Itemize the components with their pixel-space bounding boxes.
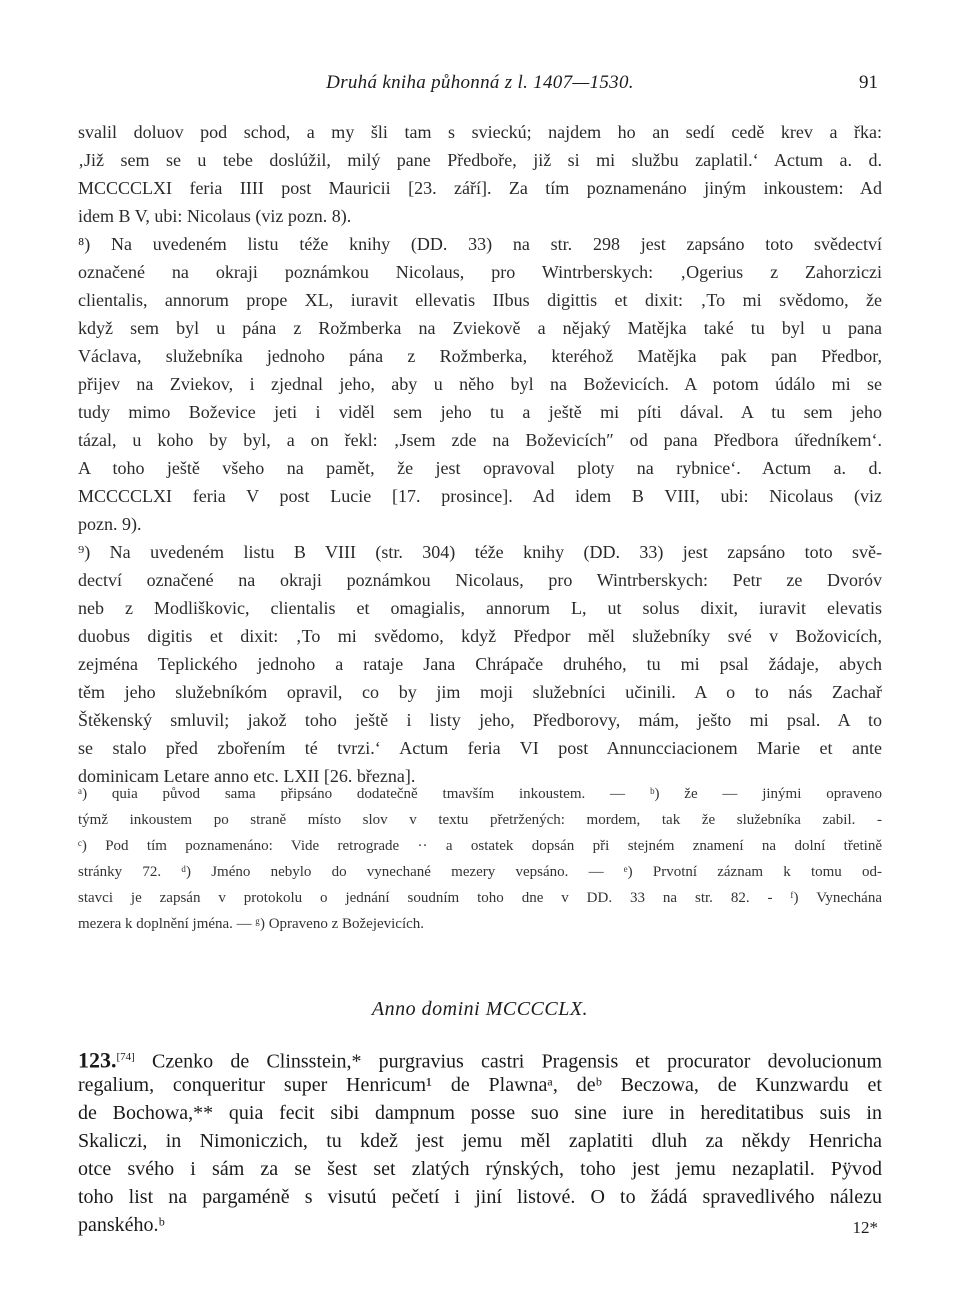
body-line: idem B V, ubi: Nicolaus (viz pozn. 8). <box>78 206 352 226</box>
body-line: zejména Teplického jednoho a rataje Jana Chrápače druhého, tu mi psal žádaje, abych <box>78 654 882 674</box>
body-line: Václava, služebníka jednoho pána z Rožmberka, kteréhož Matějka pak pan Předbor, <box>78 346 882 366</box>
entry-first-line <box>78 1044 882 1076</box>
entry-line: regalium, conqueritur super Henricum¹ de Plawnaᵃ, deᵇ Beczowa, de Kunzwardu et <box>78 1074 882 1096</box>
entry-reference: [74] <box>116 1051 135 1063</box>
entry-number: 123. <box>78 1047 117 1073</box>
running-title: Druhá kniha půhonná z l. 1407—1530. <box>326 72 634 93</box>
footnote-line: ᶜ) Pod tím poznamenáno: Vide retrograde ·· a ostatek dopsán při stejném znamení na dolní třetině <box>78 838 882 854</box>
entry-line: Skaliczi, in Nimoniczich, tu kdež jest jemu měl zaplatiti dluh za někdy Henricha <box>78 1130 882 1152</box>
entry-line: panského.ᵇ <box>78 1214 165 1236</box>
body-line: dominicam Letare anno etc. LXII [26. března]. <box>78 766 416 786</box>
footnote-line: stavci je zapsán v protokolu o jednání soudním toho dne v DD. 33 na str. 82. - ᶠ) Vynechána <box>78 890 882 906</box>
body-line: ⁹) Na uvedeném listu B VIII (str. 304) téže knihy (DD. 33) jest zapsáno toto svě- <box>78 542 882 562</box>
body-line: dectví označené na okraji poznámkou Nicolaus, pro Wintrberskych: Petr ze Dvoróv <box>78 570 882 590</box>
body-line: ‚Již sem se u tebe doslúžil, milý pane Předboře, již si mi službu zaplatil.‘ Actum a. d. <box>78 150 882 170</box>
body-line: A toho ještě všeho na pamět, že jest opravoval ploty na rybnice‘. Actum a. d. <box>78 458 882 478</box>
page-header <box>0 72 960 98</box>
body-line: označené na okraji poznámkou Nicolaus, pro Wintrberskych: ‚Ogerius z Zahorziczi <box>78 262 882 282</box>
signature-mark: 12* <box>852 1218 878 1237</box>
body-line: se stalo před zbořením té tvrzi.‘ Actum feria VI post Annuncciacionem Marie et ante <box>78 738 882 758</box>
body-line: přijev na Zviekov, i zjednal jeho, aby u něho byl na Boževicích. A potom údálo mi se <box>78 374 882 394</box>
section-heading: Anno domini MCCCCLX. <box>371 998 589 1020</box>
body-line: když sem byl u pána z Rožmberka na Zviekově a nějaký Matějka také tu byl u pana <box>78 318 882 338</box>
body-line: ⁸) Na uvedeném listu téže knihy (DD. 33) na str. 298 jest zapsáno toto svědectví <box>78 234 882 254</box>
entry-line: toho list na pargaméně s visutú pečetí i jiní listové. O to žádá spravedlivého nálezu <box>78 1186 882 1208</box>
footnote-line: týmž inkoustem po straně místo slov v textu přetržených: mordem, tak že služebníka zabil. - <box>78 812 882 828</box>
entry-line: de Bochowa,** quia fecit sibi dampnum posse suo sine iure in hereditatibus suis in <box>78 1102 882 1124</box>
body-line: svalil doluov pod schod, a my šli tam s svieckú; najdem ho an sedí cedě krev a řka: <box>78 122 882 142</box>
footnote-line: mezera k doplnění jména. — ᵍ) Opraveno z Božejevicích. <box>78 916 425 932</box>
page-number: 91 <box>859 72 878 93</box>
footnote-line: stránky 72. ᵈ) Jméno nebylo do vynechané mezery vepsáno. — ᵉ) Prvotní záznam k tomu od- <box>78 864 882 880</box>
body-line: MCCCCLXI feria IIII post Mauricii [23. září]. Za tím poznamenáno jiným inkoustem: Ad <box>78 178 882 198</box>
body-line: tudy mimo Boževice jeti i viděl sem jeho tu a ještě mi píti dával. A tu sem jeho <box>78 402 882 422</box>
body-line: pozn. 9). <box>78 514 142 534</box>
footnote-line: ᵃ) quia původ sama připsáno dodatečně tmavším inkoustem. — ᵇ) že — jinými opraveno <box>78 786 882 802</box>
body-line: duobus digitis et dixit: ‚To mi svědomo, když Předpor měl služebníky své v Božovicích, <box>78 626 882 646</box>
entry-line: Czenko de Clinsstein,* purgravius castri Pragensis et procurator devolucionum <box>152 1050 883 1073</box>
body-line: těm jeho služebníkóm opravil, co by jim moji služebníci učinili. A o to nás Zachař <box>78 682 882 702</box>
body-line: clientalis, annorum prope XL, iuravit ellevatis IIbus digittis et dixit: ‚To mi svědomo, že <box>78 290 882 310</box>
body-line: neb z Modliškovic, clientalis et omagialis, annorum L, ut solus dixit, iuravit elevatis <box>78 598 882 618</box>
body-line: Štěkenský smluvil; jakož toho ještě i listy jeho, Předborovy, mám, ješto mi psal. A to <box>78 710 882 730</box>
entry-line: otce svého i sám za se šest set zlatých rýnských, toho jest jemu nezaplatil. Pÿvod <box>78 1158 882 1180</box>
body-line: tázal, u koho by byl, a on řekl: ‚Jsem zde na Boževicích″ od pana Předbora úředníkem‘. <box>78 430 882 450</box>
body-line: MCCCCLXI feria V post Lucie [17. prosince]. Ad idem B VIII, ubi: Nicolaus (viz <box>78 486 882 506</box>
